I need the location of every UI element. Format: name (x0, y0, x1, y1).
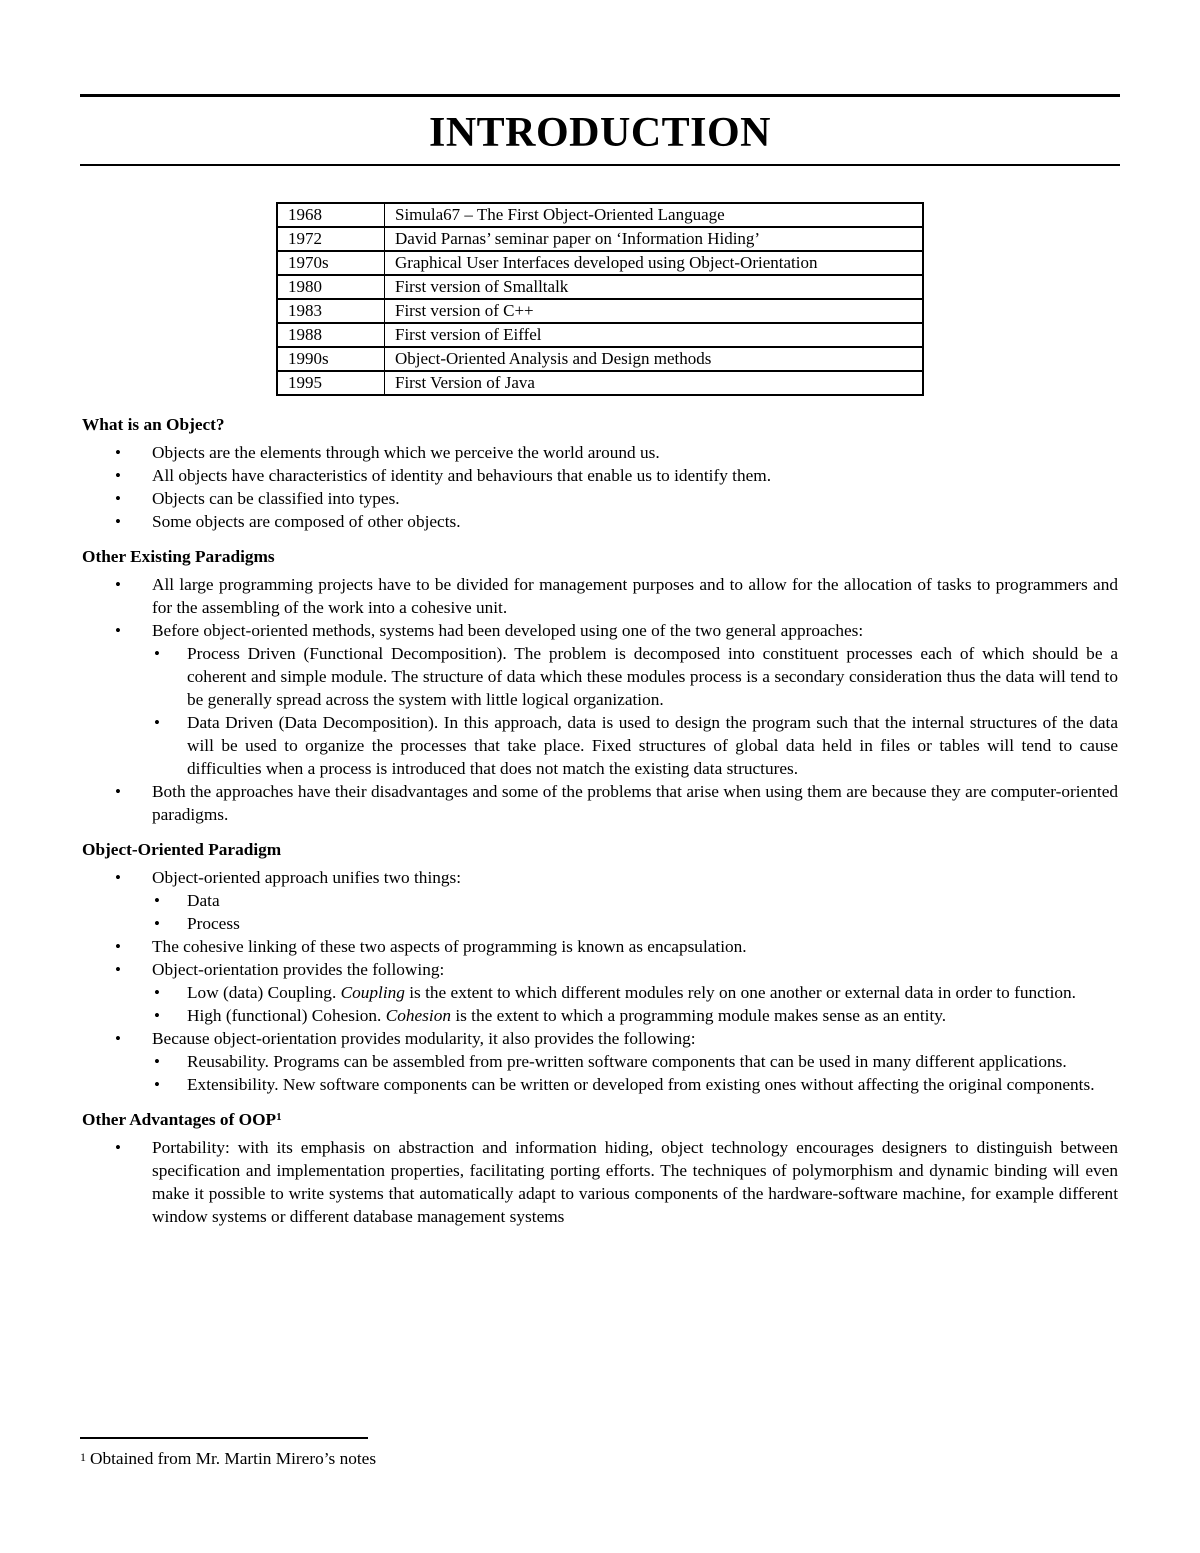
list-item: • Both the approaches have their disadvantages and some of the problems that arise when using them are because they are computer-oriented paradigms. (82, 780, 1118, 826)
list-item-text: Object-oriented approach unifies two things: (152, 868, 462, 887)
timeline-event: First Version of Java (385, 371, 924, 395)
heading-text: Other Advantages of OOP (82, 1110, 277, 1129)
term-cohesion: Cohesion (385, 1006, 451, 1025)
sub-list-item: • Process (152, 912, 1118, 935)
title-top-rule (80, 94, 1120, 97)
table-row (277, 323, 923, 347)
list-item: • Some objects are composed of other objects. (82, 510, 1118, 533)
sub-list-item: • Process Driven (Functional Decomposition). The problem is decomposed into constituent processes each of which should be a coherent and simple module. The structure of data which these modules process is a secondary consideration thus the data will tend to be generally spread across the system with little logical organization. (152, 642, 1118, 711)
term-coupling: Coupling (340, 983, 405, 1002)
timeline-event: David Parnas’ seminar paper on ‘Information Hiding’ (385, 227, 924, 251)
sub-bullet-list (152, 981, 1118, 1027)
timeline-year: 1988 (277, 323, 385, 347)
timeline-year: 1983 (277, 299, 385, 323)
sub-list-item (152, 981, 1118, 1004)
section-heading (82, 1109, 1118, 1131)
section-heading: Other Existing Paradigms (82, 547, 275, 566)
list-item-text: Object-orientation provides the following: (152, 960, 445, 979)
document-body (82, 414, 1118, 1241)
table-row (277, 251, 923, 275)
timeline-year: 1972 (277, 227, 385, 251)
sub-bullet-list (152, 642, 1118, 780)
list-item: • The cohesive linking of these two aspects of programming is known as encapsulation. (82, 935, 1118, 958)
section-advantages (82, 1109, 1118, 1228)
section-heading: Object-Oriented Paradigm (82, 840, 282, 859)
sub-list-item: • Data (152, 889, 1118, 912)
timeline-table (276, 202, 924, 396)
table-row (277, 227, 923, 251)
list-item: • Objects are the elements through which we perceive the world around us. (82, 441, 1118, 464)
list-item (82, 866, 1118, 935)
bullet-list (82, 866, 1118, 1096)
timeline-event: Object-Oriented Analysis and Design methods (385, 347, 924, 371)
list-item: • Objects can be classified into types. (82, 487, 1118, 510)
item-lead: Low (data) Coupling. (187, 983, 341, 1002)
timeline-year: 1980 (277, 275, 385, 299)
sub-list-item: • Reusability. Programs can be assembled from pre-written software components that can be used in many different applications. (152, 1050, 1118, 1073)
timeline-event: Simula67 – The First Object-Oriented Language (385, 203, 924, 227)
item-lead: High (functional) Cohesion. (187, 1006, 386, 1025)
list-item: • All objects have characteristics of identity and behaviours that enable us to identify them. (82, 464, 1118, 487)
table-row (277, 203, 923, 227)
timeline-year: 1970s (277, 251, 385, 275)
bullet-list (82, 441, 1118, 533)
sub-list-item (152, 1004, 1118, 1027)
footnote-number: 1 (80, 1450, 86, 1464)
list-item: • Portability: with its emphasis on abstraction and information hiding, object technology encourages designers to distinguish between specification and implementation properties, facilitating porting efforts. The techniques of polymorphism and dynamic binding will even make it possible to write systems that automatically adapt to various components of the hardware-software machine, for example different window systems or different database management systems (82, 1136, 1118, 1228)
sub-list-item: • Extensibility. New software components can be written or developed from existing ones without affecting the original components. (152, 1073, 1118, 1096)
item-rest: is the extent to which different modules rely on one another or external data in order to function. (404, 983, 1076, 1002)
title-bottom-rule (80, 164, 1120, 166)
timeline-event: Graphical User Interfaces developed using Object-Orientation (385, 251, 924, 275)
table-row (277, 347, 923, 371)
section-heading: What is an Object? (82, 415, 225, 434)
section-other-paradigms (82, 546, 1118, 826)
list-item: • All large programming projects have to be divided for management purposes and to allow for the allocation of tasks to programmers and for the assembling of the work into a cohesive unit. (82, 573, 1118, 619)
bullet-list (82, 1136, 1118, 1228)
page-title: INTRODUCTION (428, 110, 772, 156)
sub-list-item: • Data Driven (Data Decomposition). In this approach, data is used to design the program such that the internal structures of the data will be used to organize the processes that take place. Fixed structures of global data held in files or tables will tend to cause difficulties when a process is introduced that does not match the existing data structures. (152, 711, 1118, 780)
bullet-list (82, 573, 1118, 826)
list-item (82, 958, 1118, 1027)
section-what-is-object (82, 414, 1118, 533)
footnote (80, 1448, 376, 1470)
timeline-event: First version of Eiffel (385, 323, 924, 347)
timeline-event: First version of C++ (385, 299, 924, 323)
footnote-separator (80, 1437, 368, 1439)
timeline-event: First version of Smalltalk (385, 275, 924, 299)
sub-bullet-list (152, 889, 1118, 935)
list-item-text: Because object-orientation provides modularity, it also provides the following: (152, 1029, 696, 1048)
list-item-text: Before object-oriented methods, systems had been developed using one of the two general approaches: (152, 621, 864, 640)
footnote-text: Obtained from Mr. Martin Mirero’s notes (90, 1449, 377, 1468)
section-oo-paradigm (82, 839, 1118, 1096)
table-row (277, 371, 923, 395)
footnote-ref[interactable]: 1 (276, 1111, 282, 1123)
list-item (82, 1027, 1118, 1096)
timeline-year: 1990s (277, 347, 385, 371)
list-item (82, 619, 1118, 780)
table-row (277, 299, 923, 323)
item-rest: is the extent to which a programming module makes sense as an entity. (451, 1006, 947, 1025)
sub-bullet-list (152, 1050, 1118, 1096)
timeline-year: 1968 (277, 203, 385, 227)
timeline-year: 1995 (277, 371, 385, 395)
table-row (277, 275, 923, 299)
